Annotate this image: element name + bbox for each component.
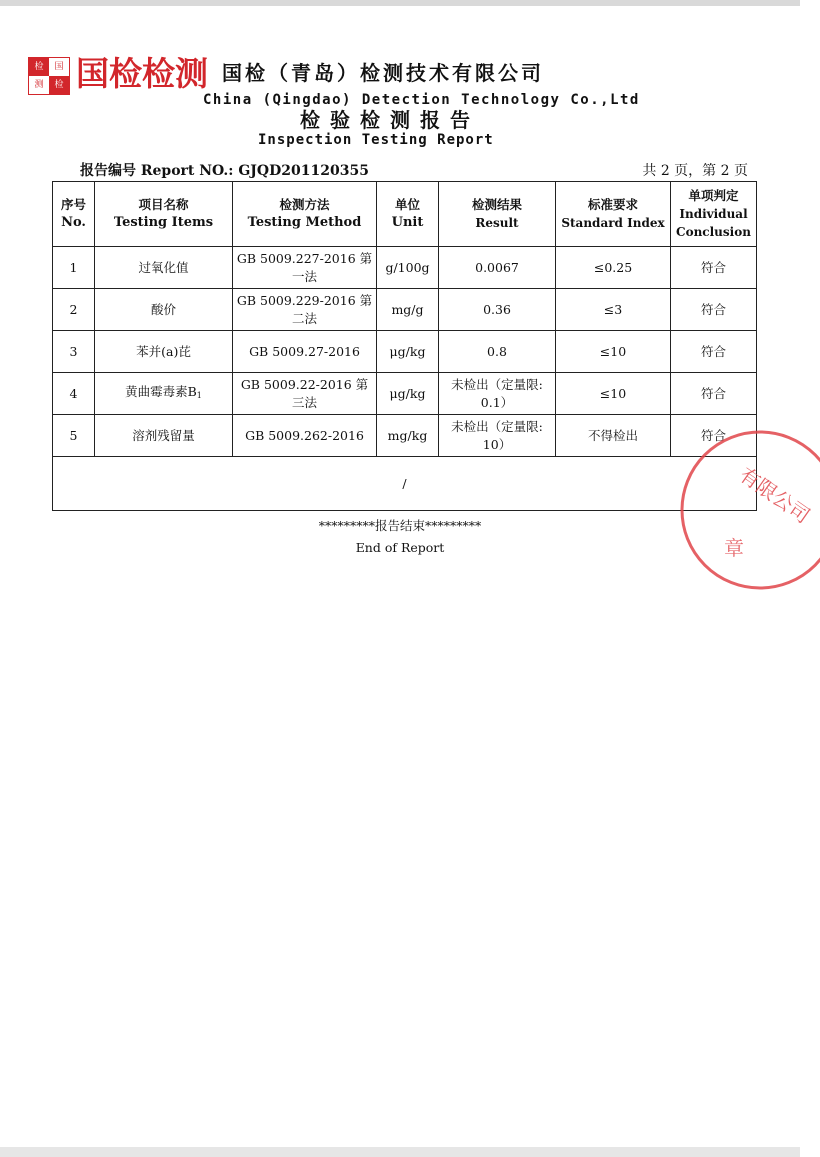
report-title-cn: 检验检测报告 xyxy=(300,108,480,132)
table-header-row xyxy=(53,182,757,247)
logo-glyph: 检 xyxy=(29,58,49,76)
cell-result: 0.8 xyxy=(439,331,556,373)
brand-text: 国检检测 xyxy=(76,54,208,93)
cell-standard: ≤3 xyxy=(556,289,671,331)
cell-method: GB 5009.27-2016 xyxy=(233,331,377,373)
blank-row xyxy=(53,457,757,511)
header-result: 检测结果 Result xyxy=(439,182,556,247)
cell-no: 1 xyxy=(53,247,95,289)
cell-conclusion: 符合 xyxy=(671,331,757,373)
header-no: 序号 No. xyxy=(53,182,95,247)
cell-no: 5 xyxy=(53,415,95,457)
cell-result: 未检出（定量限: 10） xyxy=(439,415,556,457)
header-conclusion: 单项判定 Individual Conclusion xyxy=(671,182,757,247)
report-title-en: Inspection Testing Report xyxy=(258,132,494,148)
company-name-cn: 国检（青岛）检测技术有限公司 xyxy=(222,61,544,85)
company-logo-icon xyxy=(28,57,70,95)
table-row xyxy=(53,247,757,289)
logo-glyph: 测 xyxy=(29,76,49,94)
cell-unit: μg/kg xyxy=(377,373,439,415)
cell-conclusion: 符合 xyxy=(671,247,757,289)
cell-item: 黄曲霉毒素$B_1$ xyxy=(95,373,233,415)
company-name-en: China (Qingdao) Detection Technology Co.,Ltd xyxy=(203,92,640,108)
end-of-report-en: End of Report xyxy=(355,540,445,555)
cell-method: GB 5009.22-2016 第三法 xyxy=(233,373,377,415)
cell-no: 3 xyxy=(53,331,95,373)
cell-conclusion: 符合 xyxy=(671,289,757,331)
cell-item: 苯并(a)芘 xyxy=(95,331,233,373)
cell-standard: ≤10 xyxy=(556,373,671,415)
cell-standard: ≤0.25 xyxy=(556,247,671,289)
header-item: 项目名称 Testing Items xyxy=(95,182,233,247)
table-row xyxy=(53,373,757,415)
stamp-text-2: 章 xyxy=(724,536,744,560)
cell-item: 酸价 xyxy=(95,289,233,331)
bottom-edge-shade xyxy=(0,1147,800,1157)
cell-standard: 不得检出 xyxy=(556,415,671,457)
cell-result: 0.0067 xyxy=(439,247,556,289)
cell-result: 0.36 xyxy=(439,289,556,331)
cell-method: GB 5009.262-2016 xyxy=(233,415,377,457)
cell-standard: ≤10 xyxy=(556,331,671,373)
end-of-report-cn: *********报告结束********* xyxy=(318,518,482,533)
header-unit: 单位 Unit xyxy=(377,182,439,247)
cell-result: 未检出（定量限: 0.1） xyxy=(439,373,556,415)
cell-unit: mg/g xyxy=(377,289,439,331)
blank-cell: / xyxy=(53,457,757,511)
cell-no: 4 xyxy=(53,373,95,415)
header-method: 检测方法 Testing Method xyxy=(233,182,377,247)
table-row xyxy=(53,415,757,457)
cell-method: GB 5009.227-2016 第一法 xyxy=(233,247,377,289)
cell-method: GB 5009.229-2016 第二法 xyxy=(233,289,377,331)
cell-unit: μg/kg xyxy=(377,331,439,373)
cell-conclusion: 符合 xyxy=(671,415,757,457)
header-standard: 标准要求 Standard Index xyxy=(556,182,671,247)
report-number: 报告编号 Report NO.: GJQD201120355 xyxy=(80,163,369,179)
page-info: 共 2 页，第 2 页 xyxy=(642,163,748,179)
cell-conclusion: 符合 xyxy=(671,373,757,415)
logo-glyph: 检 xyxy=(49,76,69,94)
cell-no: 2 xyxy=(53,289,95,331)
logo-glyph: 国 xyxy=(49,58,69,76)
cell-item: 过氧化值 xyxy=(95,247,233,289)
stamp-text: 有限公司 xyxy=(735,462,815,528)
results-table xyxy=(52,181,757,511)
table-row xyxy=(53,331,757,373)
top-edge-shade xyxy=(0,0,800,6)
cell-item: 溶剂残留量 xyxy=(95,415,233,457)
cell-unit: mg/kg xyxy=(377,415,439,457)
cell-unit: g/100g xyxy=(377,247,439,289)
table-row xyxy=(53,289,757,331)
